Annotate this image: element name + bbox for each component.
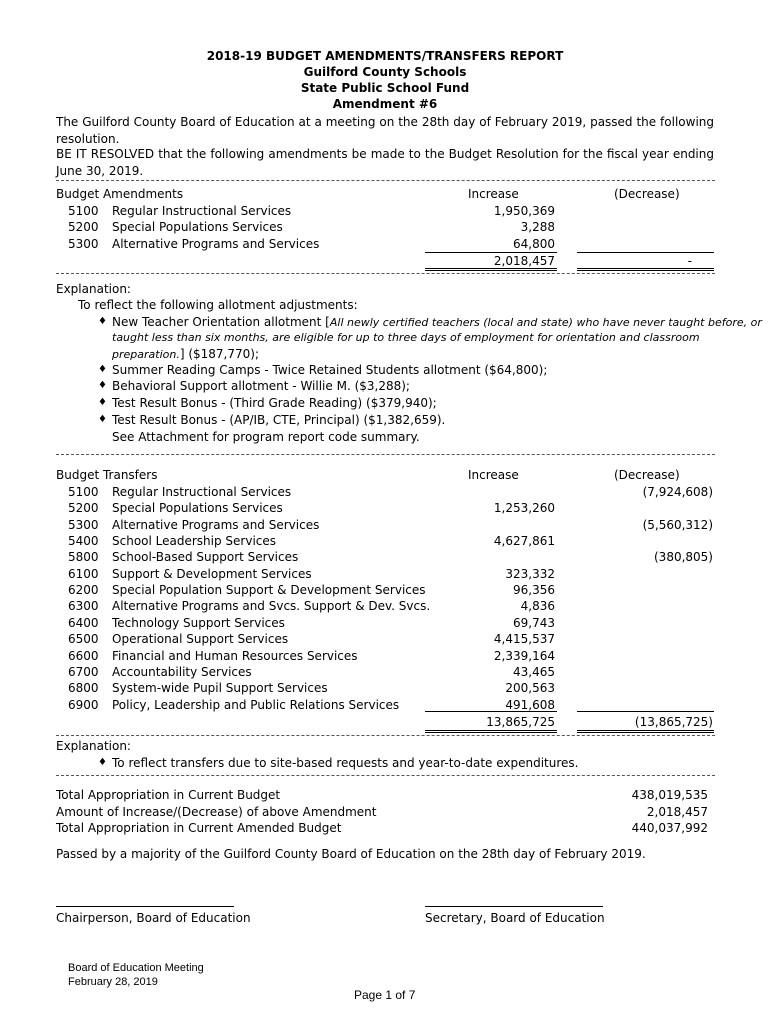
row-code: 6400 — [68, 616, 99, 630]
double-rule — [577, 732, 714, 733]
diamond-bullet-icon: ♦ — [98, 380, 107, 391]
diamond-bullet-icon: ♦ — [98, 364, 107, 375]
row-code: 6700 — [68, 665, 99, 679]
row-code: 5300 — [68, 237, 99, 251]
diamond-bullet-icon: ♦ — [98, 316, 107, 327]
footer-meeting: Board of Education Meeting — [68, 962, 204, 974]
row-increase: 4,415,537 — [493, 632, 555, 646]
list-item: Test Result Bonus - (Third Grade Reading) ($379,940); — [112, 396, 437, 410]
row-code: 5200 — [68, 501, 99, 515]
section-divider — [56, 454, 715, 455]
row-name: Technology Support Services — [112, 616, 285, 630]
row-decrease: (380,805) — [654, 550, 713, 564]
diamond-bullet-icon: ♦ — [98, 397, 107, 408]
row-name: Special Populations Services — [112, 220, 283, 234]
total-rule — [577, 252, 714, 253]
amendments-title: Budget Amendments — [56, 187, 184, 201]
secretary-signature-line — [425, 906, 603, 907]
resolution-paragraph: BE IT RESOLVED that the following amendments be made to the Budget Resolution for the fiscal year ending June 30, 2019. — [56, 147, 714, 178]
row-code: 5100 — [68, 485, 99, 499]
transfers-title: Budget Transfers — [56, 468, 158, 482]
row-name: Accountability Services — [112, 665, 252, 679]
double-rule — [425, 268, 557, 269]
row-increase: 96,356 — [513, 583, 555, 597]
total-rule — [577, 711, 714, 712]
row-code: 5200 — [68, 220, 99, 234]
summary-label: Amount of Increase/(Decrease) of above Amendment — [56, 805, 377, 819]
list-item: Summer Reading Camps - Twice Retained Students allotment ($64,800); — [112, 363, 548, 377]
row-name: Support & Development Services — [112, 567, 312, 581]
summary-value: 440,037,992 — [631, 821, 708, 835]
row-increase: 1,253,260 — [493, 501, 555, 515]
section-divider — [56, 775, 715, 776]
row-name: System-wide Pupil Support Services — [112, 681, 328, 695]
explanation-label: Explanation: — [56, 282, 131, 296]
summary-label: Total Appropriation in Current Budget — [56, 788, 281, 802]
row-code: 5800 — [68, 550, 99, 564]
chair-signature-label: Chairperson, Board of Education — [56, 911, 251, 925]
row-code: 6900 — [68, 698, 99, 712]
double-rule — [577, 730, 714, 731]
transfers-decrease-header: (Decrease) — [614, 468, 680, 482]
row-name: Alternative Programs and Services — [112, 518, 320, 532]
row-name: Regular Instructional Services — [112, 204, 292, 218]
amendment-number: Amendment #6 — [332, 97, 438, 111]
row-decrease: (5,560,312) — [642, 518, 713, 532]
section-divider — [56, 273, 715, 274]
row-name: Financial and Human Resources Services — [112, 649, 358, 663]
total-rule — [425, 711, 557, 712]
row-increase: 1,950,369 — [493, 204, 555, 218]
summary-label: Total Appropriation in Current Amended Budget — [56, 821, 342, 835]
list-item-continuation: preparation.] ($187,770); — [112, 347, 259, 361]
section-divider — [56, 180, 715, 181]
row-name: School-Based Support Services — [112, 550, 299, 564]
double-rule — [425, 730, 557, 731]
row-code: 5400 — [68, 534, 99, 548]
fund-name: State Public School Fund — [300, 81, 470, 95]
row-increase: 2,339,164 — [493, 649, 555, 663]
diamond-bullet-icon: ♦ — [98, 757, 107, 768]
row-increase: 69,743 — [513, 616, 555, 630]
transfers-increase-header: Increase — [468, 468, 519, 482]
summary-value: 438,019,535 — [631, 788, 708, 802]
list-item: Test Result Bonus - (AP/IB, CTE, Principal) ($1,382,659). — [112, 413, 446, 427]
amendments-decrease-header: (Decrease) — [614, 187, 680, 201]
row-name: Alternative Programs and Services — [112, 237, 320, 251]
row-name: Policy, Leadership and Public Relations Services — [112, 698, 400, 712]
row-code: 6200 — [68, 583, 99, 597]
row-code: 6800 — [68, 681, 99, 695]
row-code: 6100 — [68, 567, 99, 581]
row-increase: 4,836 — [520, 599, 555, 613]
row-name: Operational Support Services — [112, 632, 289, 646]
row-increase: 64,800 — [513, 237, 555, 251]
row-increase: 3,288 — [520, 220, 555, 234]
double-rule — [577, 268, 714, 269]
secretary-signature-label: Secretary, Board of Education — [425, 911, 605, 925]
list-item: Behavioral Support allotment - Willie M. ($3,288); — [112, 379, 410, 393]
double-rule — [425, 270, 557, 271]
row-name: Special Population Support & Development Services — [112, 583, 426, 597]
row-name: Regular Instructional Services — [112, 485, 292, 499]
list-item-continuation: taught less than six months, are eligible for up to three days of employment for orientation and classroom — [112, 331, 700, 344]
row-increase: 491,608 — [505, 698, 555, 712]
section-divider — [56, 735, 715, 736]
row-increase: 323,332 — [505, 567, 555, 581]
page-number: Page 1 of 7 — [354, 988, 416, 1002]
transfers-total-increase: 13,865,725 — [486, 715, 555, 729]
row-code: 5100 — [68, 204, 99, 218]
intro-paragraph: The Guilford County Board of Education at a meeting on the 28th day of February 2019, passed the following resolution. — [56, 115, 714, 146]
report-title: 2018-19 BUDGET AMENDMENTS/TRANSFERS REPORT — [206, 49, 564, 63]
amendments-total-increase: 2,018,457 — [493, 254, 555, 268]
double-rule — [425, 732, 557, 733]
amendments-increase-header: Increase — [468, 187, 519, 201]
list-item: To reflect transfers due to site-based requests and year-to-date expenditures. — [112, 756, 579, 770]
amendments-total-decrease: - — [687, 254, 692, 268]
row-code: 6600 — [68, 649, 99, 663]
footer-date: February 28, 2019 — [68, 976, 158, 988]
diamond-bullet-icon: ♦ — [98, 414, 107, 425]
row-name: Special Populations Services — [112, 501, 283, 515]
row-increase: 43,465 — [513, 665, 555, 679]
attachment-note: See Attachment for program report code summary. — [112, 430, 420, 444]
row-code: 5300 — [68, 518, 99, 532]
summary-value: 2,018,457 — [646, 805, 708, 819]
row-code: 6500 — [68, 632, 99, 646]
district-name: Guilford County Schools — [303, 65, 467, 79]
row-name: Alternative Programs and Svcs. Support & Dev. Svcs. — [112, 599, 431, 613]
chair-signature-line — [56, 906, 234, 907]
list-item: New Teacher Orientation allotment [All newly certified teachers (local and state) who have never taught before, or — [112, 315, 762, 329]
row-name: School Leadership Services — [112, 534, 277, 548]
row-increase: 4,627,861 — [493, 534, 555, 548]
double-rule — [577, 270, 714, 271]
explanation-label: Explanation: — [56, 739, 131, 753]
transfers-total-decrease: (13,865,725) — [634, 715, 713, 729]
row-decrease: (7,924,608) — [642, 485, 713, 499]
row-increase: 200,563 — [505, 681, 555, 695]
explanation-intro: To reflect the following allotment adjustments: — [78, 298, 358, 312]
passed-statement: Passed by a majority of the Guilford County Board of Education on the 28th day of February 2019. — [56, 847, 646, 861]
row-code: 6300 — [68, 599, 99, 613]
